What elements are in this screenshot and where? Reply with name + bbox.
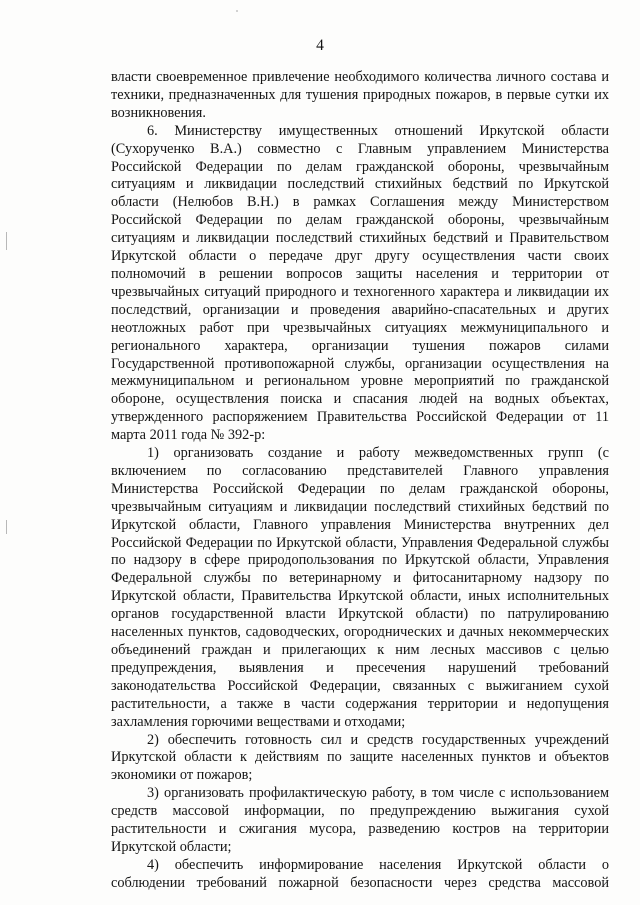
paragraph-subitem-1: 1) организовать создание и работу межведомственных групп (с включением по согласованию представителей Главного управления Министерства Российской Федерации по делам гражданской обороны, чрезвычайным ситуациям и ликвидации последствий стихийных бедствий по Иркутской области, Главного управления Министерства внутренних дел Российской Федерации по Иркутской области, Управления Федеральной службы по надзору в сфере природопользования по Иркутской области, Управления Федеральной службы по ветеринарному и фитосанитарному надзору по Иркутской области, Правительства Иркутской области, иных исполнительных органов государственной власти Иркутской области) по патрулированию населенных пунктов, садоводческих, огороднических и дачных некоммерческих объединений граждан и прилегающих к ним лесных массивов с целью предупреждения, выявления и пресечения нарушений требований законодательства Российской Федерации, связанных с выжиганием сухой растительности, а также в части содержания территории и недопущения захламления горючими веществами и отходами; <box>111 445 609 730</box>
paragraph-subitem-3: 3) организовать профилактическую работу, в том числе с использованием средств массовой информации, по предупреждению выжигания сухой растительности и сжигания мусора, разведению костров на территории Иркутской области; <box>111 785 609 855</box>
paragraph-continuation: власти своевременное привлечение необходимого количества личного состава и техники, предназначенных для тушения природных пожаров, в первые сутки их возникновения. <box>111 69 609 121</box>
paragraph-item-6: 6. Министерству имущественных отношений Иркутской области (Сухорученко В.А.) совместно с Главным управлением Министерства Российской Федерации по делам гражданской обороны, чрезвычайным ситуациям и ликвидации последствий стихийных бедствий по Иркутской области (Нелюбов В.Н.) в рамках Соглашения между Министерством Российской Федерации по делам гражданской обороны, чрезвычайным ситуациям и ликвидации последствий стихийных бедствий и Правительством Иркутской области о передаче друг другу осуществления части своих полномочий в решении вопросов защиты населения и территории от чрезвычайных ситуаций природного и техногенного характера и ликвидации их последствий, организации и проведения аварийно-спасательных и других неотложных работ при чрезвычайных ситуациях межмуниципального и регионального характера, организации тушения пожаров силами Государственной противопожарной службы, организации осуществления на межмуниципальном и региональном уровне мероприятий по гражданской обороне, осуществления поиска и спасания людей на водных объектах, утвержденного распоряжением Правительства Российской Федерации от 11 марта 2011 года № 392-р: <box>111 122 609 444</box>
page-number: 4 <box>316 37 324 54</box>
scan-artifact-mark <box>6 232 7 250</box>
paragraph-subitem-2: 2) обеспечить готовность сил и средств государственных учреждений Иркутской области к действиям по защите населенных пунктов и объектов экономики от пожаров; <box>111 731 609 784</box>
scan-artifact-mark <box>6 520 7 534</box>
document-body <box>111 69 609 893</box>
scan-artifact-dot <box>236 10 238 12</box>
paragraph-subitem-4: 4) обеспечить информирование населения Иркутской области о соблюдении требований пожарной безопасности через средства массовой <box>111 856 609 891</box>
